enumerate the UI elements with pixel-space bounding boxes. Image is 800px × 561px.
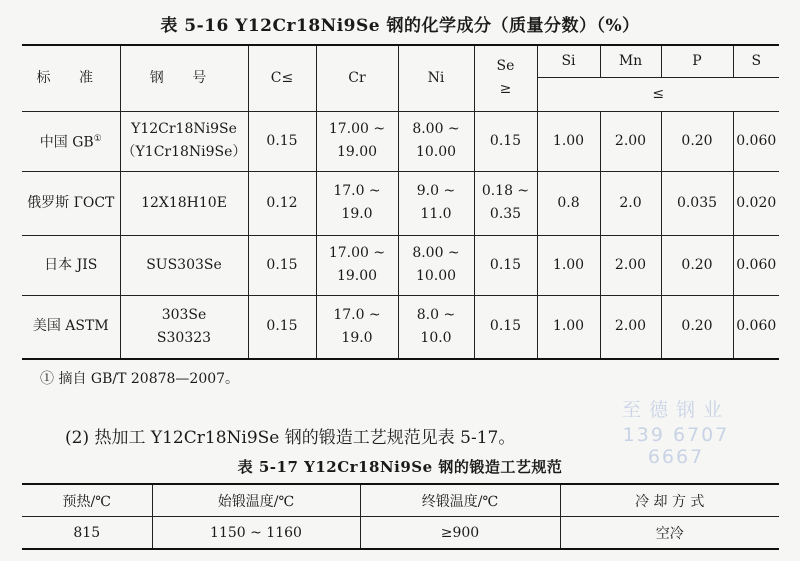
cell-start-temp: 1150 ~ 1160 — [152, 517, 360, 550]
table-header-row — [22, 484, 779, 517]
table-5-16-title: 表 5-16 Y12Cr18Ni9Se 钢的化学成分（质量分数）（%） — [160, 16, 640, 36]
header-se-label: Se — [496, 58, 515, 75]
watermark-phone: 139 6707 6667 — [622, 424, 730, 468]
cell-standard: 日本 JIS — [22, 235, 120, 295]
table-row — [22, 171, 779, 235]
cell-end-temp: ≥900 — [360, 517, 560, 550]
cell-ni: 8.00 ~ 10.00 — [398, 111, 474, 171]
cell-mn: 2.00 — [600, 295, 661, 359]
cell-si: 1.00 — [537, 111, 600, 171]
cell-mn: 2.0 — [600, 171, 661, 235]
cell-si: 1.00 — [537, 295, 600, 359]
header-s: S — [733, 45, 779, 77]
cell-c: 0.12 — [248, 171, 316, 235]
header-max-symbol: ≤ — [537, 77, 779, 111]
header-ni: Ni — [398, 45, 474, 111]
cell-s: 0.060 — [733, 111, 779, 171]
header-standard: 标 准 — [22, 45, 120, 111]
cell-grade: 12X18H10E — [120, 171, 248, 235]
cell-si: 0.8 — [537, 171, 600, 235]
header-grade: 钢 号 — [120, 45, 248, 111]
header-cooling: 冷 却 方 式 — [560, 484, 779, 517]
chemical-composition-table — [22, 44, 779, 360]
cell-preheat: 815 — [22, 517, 152, 550]
header-cr: Cr — [316, 45, 398, 111]
cell-standard: 美国 ASTM — [22, 295, 120, 359]
cell-grade: Y12Cr18Ni9Se （Y1Cr18Ni9Se） — [120, 111, 248, 171]
cell-se: 0.15 — [474, 111, 537, 171]
cell-c: 0.15 — [248, 111, 316, 171]
footnote-mark: ① — [93, 133, 102, 144]
cell-se: 0.15 — [474, 295, 537, 359]
cell-cr: 17.00 ~ 19.00 — [316, 235, 398, 295]
header-c: C≤ — [248, 45, 316, 111]
cell-grade: SUS303Se — [120, 235, 248, 295]
header-si: Si — [537, 45, 600, 77]
cell-cr: 17.00 ~ 19.00 — [316, 111, 398, 171]
cell-p: 0.20 — [661, 235, 733, 295]
header-start-temp: 始锻温度/℃ — [152, 484, 360, 517]
cell-s: 0.060 — [733, 235, 779, 295]
cell-cooling: 空冷 — [560, 517, 779, 550]
cell-c: 0.15 — [248, 235, 316, 295]
table-row — [22, 517, 779, 550]
cell-ni: 9.0 ~ 11.0 — [398, 171, 474, 235]
header-p: P — [661, 45, 733, 77]
cell-p: 0.20 — [661, 111, 733, 171]
footnote: ① 摘自 GB/T 20878—2007。 — [40, 371, 240, 387]
header-se-min: ≥ — [499, 81, 512, 98]
cell-grade: 303Se S30323 — [120, 295, 248, 359]
cell-p: 0.20 — [661, 295, 733, 359]
cell-si: 1.00 — [537, 235, 600, 295]
cell-mn: 2.00 — [600, 235, 661, 295]
table-row — [22, 295, 779, 359]
cell-mn: 2.00 — [600, 111, 661, 171]
cell-cr: 17.0 ~ 19.0 — [316, 171, 398, 235]
hot-working-paragraph: (2) 热加工 Y12Cr18Ni9Se 钢的锻造工艺规范见表 5-17。 — [65, 428, 516, 448]
forging-spec-table — [22, 483, 779, 550]
cell-ni: 8.0 ~ 10.0 — [398, 295, 474, 359]
table-row — [22, 111, 779, 171]
cell-standard: 中国 GB① — [22, 111, 120, 171]
cell-s: 0.020 — [733, 171, 779, 235]
cell-p: 0.035 — [661, 171, 733, 235]
header-mn: Mn — [600, 45, 661, 77]
cell-c: 0.15 — [248, 295, 316, 359]
watermark-company: 至德钢业 — [621, 399, 730, 421]
cell-standard: 俄罗斯 ГОСТ — [22, 171, 120, 235]
cell-ni: 8.00 ~ 10.00 — [398, 235, 474, 295]
cell-se: 0.18 ~ 0.35 — [474, 171, 537, 235]
table-5-17-title: 表 5-17 Y12Cr18Ni9Se 钢的锻造工艺规范 — [237, 458, 563, 476]
table-row — [22, 235, 779, 295]
header-end-temp: 终锻温度/℃ — [360, 484, 560, 517]
cell-s: 0.060 — [733, 295, 779, 359]
header-preheat: 预热/℃ — [22, 484, 152, 517]
cell-cr: 17.0 ~ 19.0 — [316, 295, 398, 359]
header-se — [474, 45, 537, 111]
cell-se: 0.15 — [474, 235, 537, 295]
